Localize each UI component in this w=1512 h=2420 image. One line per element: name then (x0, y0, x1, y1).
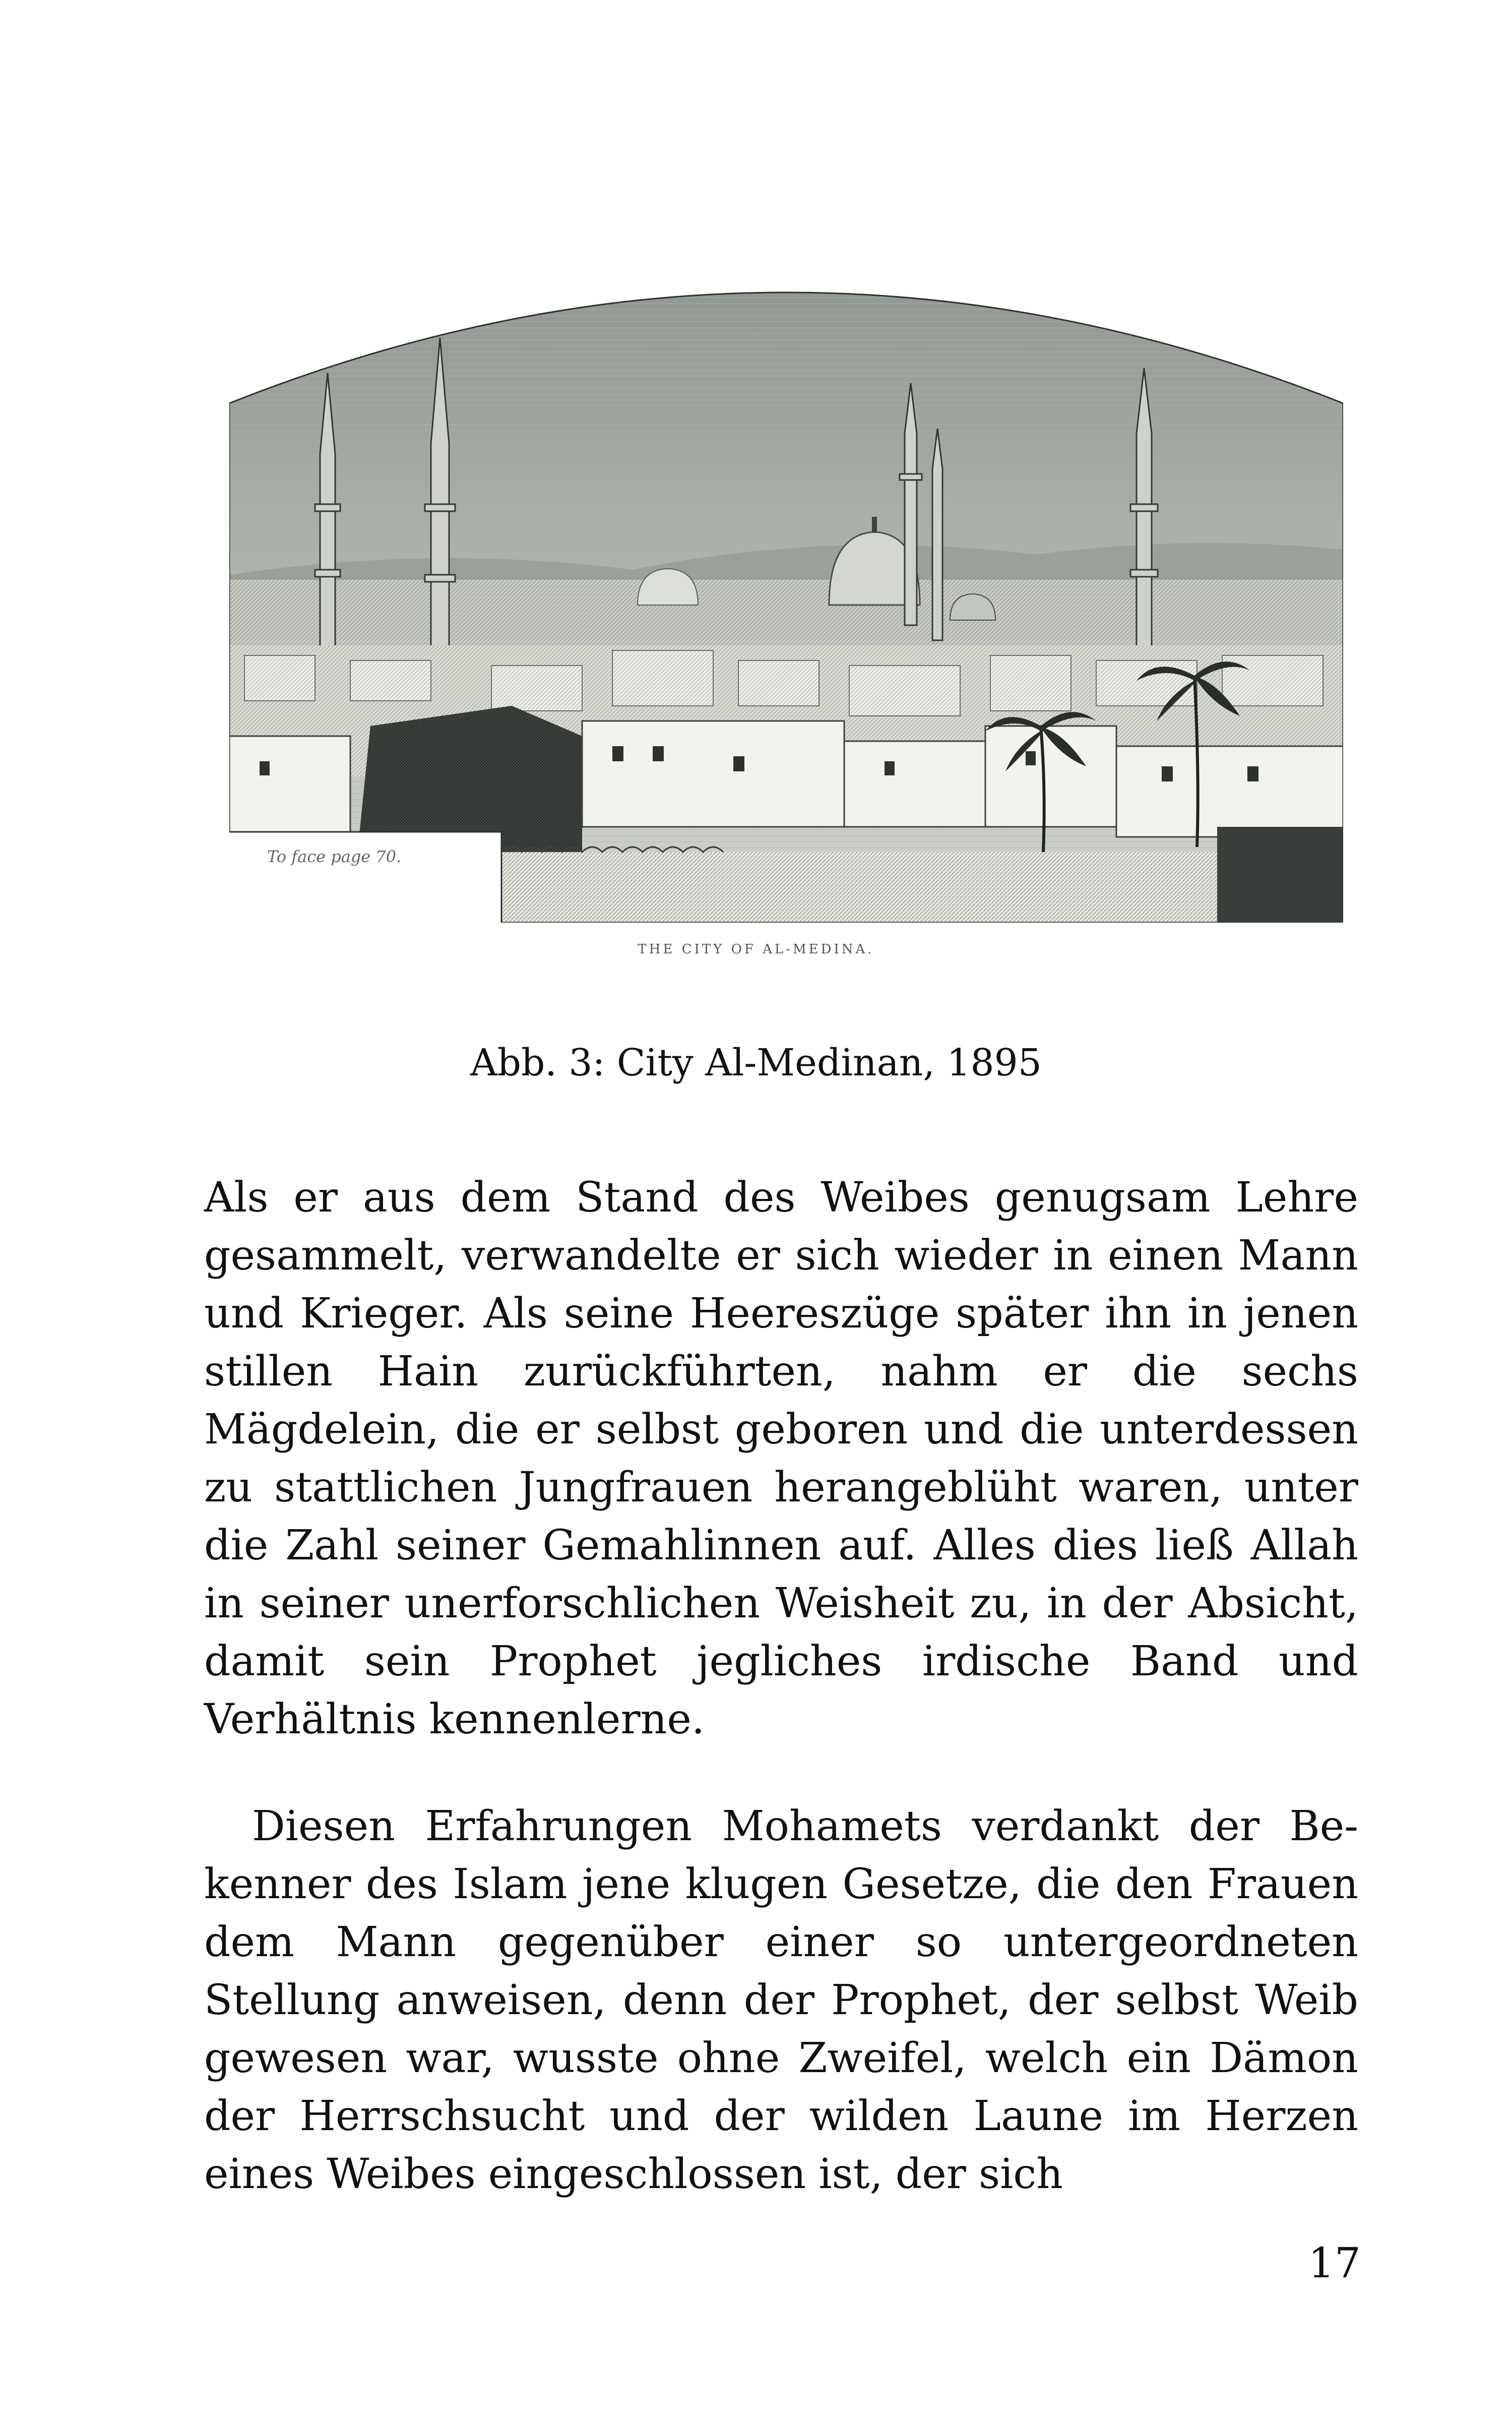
plate-page-note: To face page 70. (267, 847, 402, 866)
plate-caption: THE CITY OF AL-MEDINA. (638, 942, 874, 957)
engraver-signature: Grandsire (239, 785, 306, 801)
engraving-city-of-al-medina (229, 222, 1343, 923)
engraving-illustration (229, 222, 1343, 923)
body-paragraph-2: Diesen Erfahrungen Mohamets verdankt der Bekenner des Islam jene klugen Gesetze, die den Frauen dem Mann gegenüber einer so untergeordneten Stellung anweisen, denn der Prophet, der selbst Weib gewesen war, wusste ohne Zweifel, welch ein Dämon der Herrschsucht und der wilden Laune im Herzen eines Weibes eingeschlossen ist, der sich (204, 1802, 1358, 2198)
body-paragraph-1: Als er aus dem Stand des Weibes genugsam Lehre gesammelt, verwandelte er sich wieder in einen Mann und Krieger. Als seine Heereszüge später ihn in jenen stillen Hain zurückführten, nahm er die sechs Mägdelein, die er selbst geboren und die unterdessen zu stattlichen Jungfrauen herangeblüht waren, unter die Zahl seiner Gemahlinnen auf. Alles dies ließ Allah in seiner unerforschlichen Weisheit zu, in der Absicht, damit sein Prophet jegliches irdische Band und Verhältnis kennenlerne. (204, 1174, 1358, 1743)
page-number: 17 (1308, 2240, 1361, 2287)
figure-caption: Abb. 3: City Al-Medinan, 1895 (470, 1041, 1042, 1084)
